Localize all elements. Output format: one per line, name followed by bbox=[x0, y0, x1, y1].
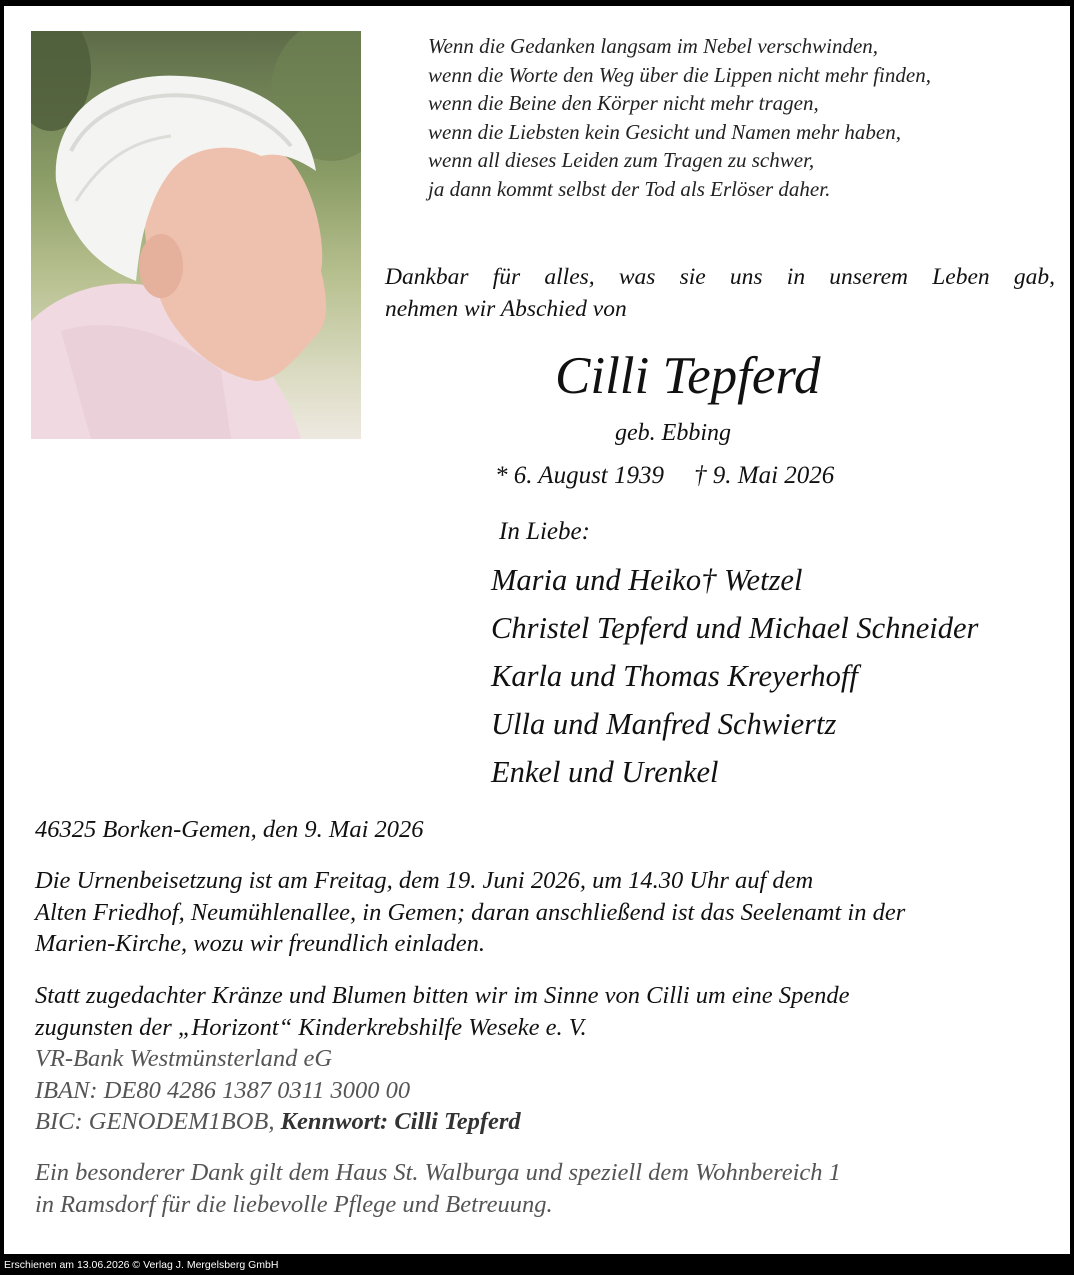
thanks-line: in Ramsdorf für die liebevolle Pflege und Betreuung. bbox=[35, 1190, 553, 1218]
life-dates bbox=[495, 460, 834, 492]
portrait-illustration bbox=[31, 31, 361, 439]
poem-line: wenn die Liebsten kein Gesicht und Namen mehr haben, bbox=[428, 119, 901, 144]
bank-name: VR-Bank Westmünsterland eG bbox=[35, 1045, 333, 1072]
intro-text bbox=[385, 262, 1055, 325]
mourners-list bbox=[491, 556, 978, 796]
poem-line: wenn all dieses Leiden zum Tragen zu schwer, bbox=[428, 148, 815, 173]
funeral-line: Marien-Kirche, wozu wir freundlich einladen. bbox=[35, 930, 486, 957]
iban: IBAN: DE80 4286 1387 0311 3000 00 bbox=[35, 1076, 411, 1104]
funeral-info bbox=[35, 865, 905, 960]
donation-line: Statt zugedachter Kränze und Blumen bitten wir im Sinne von Cilli um eine Spende bbox=[35, 982, 850, 1009]
poem-line: Wenn die Gedanken langsam im Nebel verschwinden, bbox=[428, 34, 879, 58]
bic-line bbox=[35, 1106, 850, 1138]
mourner-name: Ulla und Manfred Schwiertz bbox=[491, 707, 837, 741]
birth-date: * 6. August 1939 bbox=[495, 462, 664, 489]
mourner-name: Enkel und Urenkel bbox=[491, 755, 719, 789]
obituary-page bbox=[4, 6, 1070, 1254]
publication-footer: Erschienen am 13.06.2026 © Verlag J. Mergelsberg GmbH bbox=[4, 1259, 279, 1271]
poem bbox=[428, 32, 931, 204]
funeral-line: Alten Friedhof, Neumühlenallee, in Gemen; daran anschließend ist das Seelenamt in der bbox=[35, 898, 906, 926]
deceased-name: Cilli Tepferd bbox=[555, 347, 821, 405]
donation-line: zugunsten der „Horizont“ Kinderkrebshilfe Weseke e. V. bbox=[35, 1013, 587, 1041]
place-date: 46325 Borken-Gemen, den 9. Mai 2026 bbox=[35, 816, 424, 843]
funeral-line: Die Urnenbeisetzung ist am Freitag, dem 19. Juni 2026, um 14.30 Uhr auf dem bbox=[35, 867, 814, 894]
donation-keyword: Kennwort: Cilli Tepferd bbox=[280, 1108, 521, 1135]
bic: BIC: GENODEM1BOB, bbox=[35, 1108, 275, 1135]
thanks-note bbox=[35, 1157, 841, 1220]
poem-line: wenn die Beine den Körper nicht mehr tragen, bbox=[428, 91, 819, 116]
mourner-name: Karla und Thomas Kreyerhoff bbox=[491, 659, 858, 693]
portrait-photo bbox=[31, 31, 361, 439]
poem-line: ja dann kommt selbst der Tod als Erlöser daher. bbox=[428, 176, 831, 201]
birth-name: geb. Ebbing bbox=[615, 420, 731, 446]
intro-line: nehmen wir Abschied von bbox=[385, 295, 627, 322]
mourner-name: Maria und Heiko† Wetzel bbox=[491, 563, 803, 597]
mourners-heading: In Liebe: bbox=[499, 518, 590, 545]
poem-line: wenn die Worte den Weg über die Lippen nicht mehr finden, bbox=[428, 62, 931, 87]
donation-info bbox=[35, 980, 850, 1138]
death-date: † 9. Mai 2026 bbox=[694, 462, 835, 489]
thanks-line: Ein besonderer Dank gilt dem Haus St. Walburga und speziell dem Wohnbereich 1 bbox=[35, 1159, 841, 1186]
mourner-name: Christel Tepferd und Michael Schneider bbox=[491, 611, 979, 645]
intro-line: Dankbar für alles, was sie uns in unserem Leben gab, bbox=[385, 264, 1055, 290]
